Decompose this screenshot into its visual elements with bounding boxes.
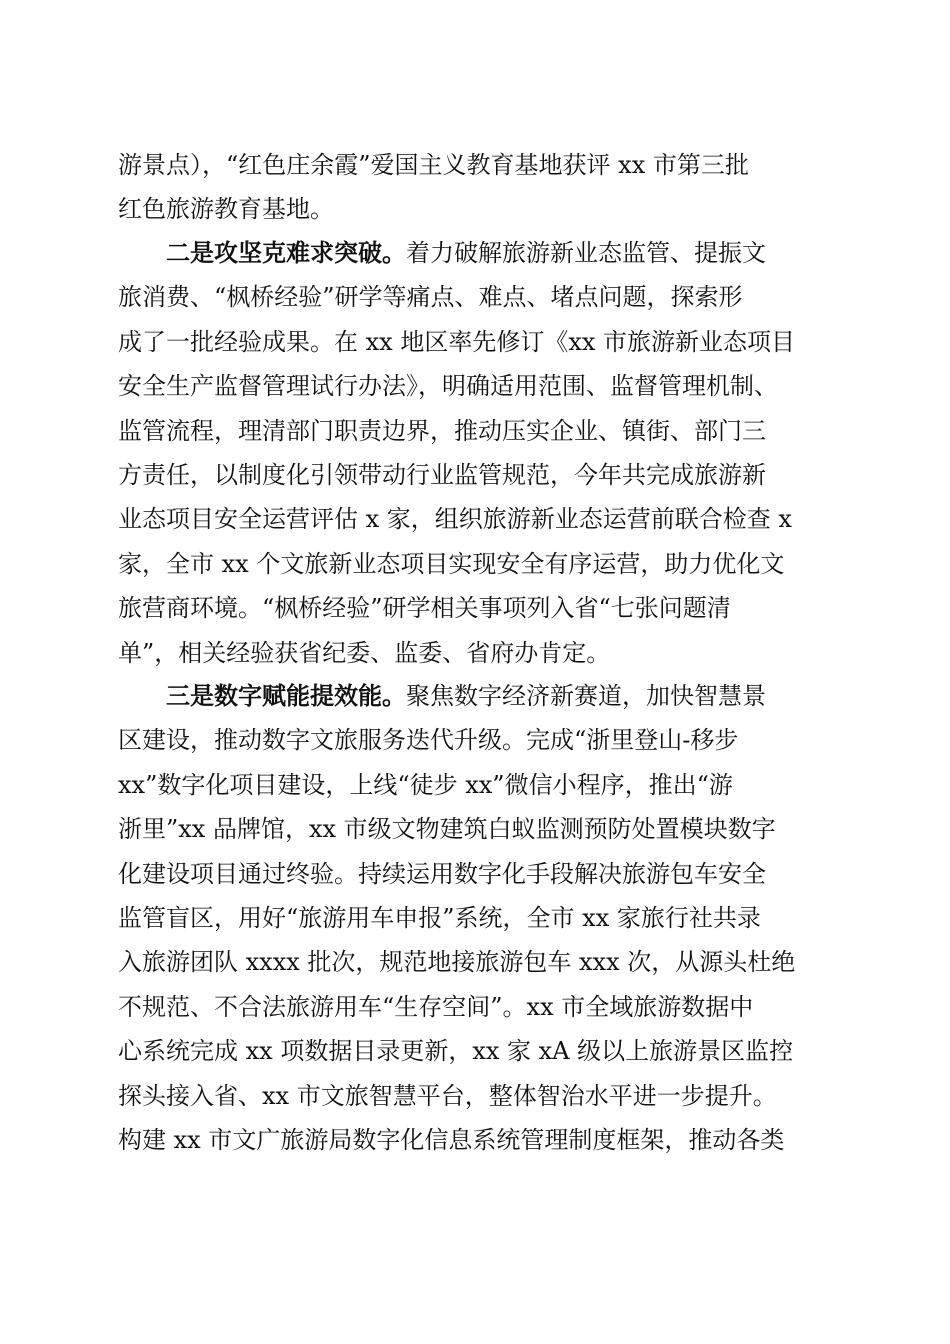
text-run: 着力破解旅游新业态监管、提振文 <box>406 239 766 267</box>
text-line: 安全生产监督管理试行办法》，明确适用范围、监督管理机制、 <box>118 372 778 401</box>
paragraph-continuation <box>118 143 838 232</box>
text-line: 家，全市 xx 个文旅新业态项目实现安全有序运营，助力优化文 <box>118 549 785 578</box>
paragraph-digital-empowerment <box>118 674 838 1162</box>
text-line: 入旅游团队 xxxx 批次，规范地接旅游包车 xxx 次，从源头杜绝 <box>118 948 796 977</box>
text-run: 聚焦数字经济新赛道，加快智慧景 <box>406 682 766 710</box>
text-line: 监管盲区，用好“旅游用车申报”系统，全市 xx 家旅行社共录 <box>118 903 761 932</box>
text-line: 游景点），“红色庄余霞”爱国主义教育基地获评 xx 市第三批 <box>118 151 749 179</box>
text-line: 旅消费、“枫桥经验”研学等痛点、难点、堵点问题，探索形 <box>118 283 743 312</box>
text-line: 构建 xx 市文广旅游局数字化信息系统管理制度框架，推动各类 <box>118 1125 785 1154</box>
text-line: 监管流程，理清部门职责边界，推动压实企业、镇街、部门三 <box>118 416 766 445</box>
text-line: 区建设，推动数字文旅服务迭代升级。完成“浙里登山-移步 <box>118 726 739 755</box>
text-line: 单”，相关经验获省纪委、监委、省府办肯定。 <box>118 638 611 667</box>
text-line-first <box>118 231 838 275</box>
paragraph-lead: 二是攻坚克难求突破。 <box>166 238 406 267</box>
paragraph-breakthrough <box>118 231 838 675</box>
text-line: 探头接入省、xx 市文旅智慧平台，整体智治水平进一步提升。 <box>118 1081 777 1110</box>
text-line: 化建设项目通过终验。持续运用数字化手段解决旅游包车安全 <box>118 859 766 888</box>
text-line: 心系统完成 xx 项数据目录更新，xx 家 xA 级以上旅游景区监控 <box>118 1037 794 1066</box>
text-line: 不规范、不合法旅游用车“生存空间”。xx 市全域旅游数据中 <box>118 992 754 1021</box>
text-line: 旅营商环境。“枫桥经验”研学相关事项列入省“七张问题清 <box>118 594 731 623</box>
text-line: 浙里”xx 品牌馆，xx 市级文物建筑白蚁监测预防处置模块数字 <box>118 815 776 844</box>
text-line: xx”数字化项目建设，上线“徒步 xx”微信小程序，推出“游 <box>118 770 733 799</box>
text-line: 红色旅游教育基地。 <box>118 195 334 224</box>
text-line: 方责任，以制度化引领带动行业监管规范，今年共完成旅游新 <box>118 460 766 489</box>
text-line-first <box>118 674 838 718</box>
text-line: 成了一批经验成果。在 xx 地区率先修订《xx 市旅游新业态项目 <box>118 327 796 356</box>
paragraph-lead: 三是数字赋能提效能。 <box>166 681 406 710</box>
text-line: 业态项目安全运营评估 x 家，组织旅游新业态运营前联合检查 x <box>118 505 792 534</box>
